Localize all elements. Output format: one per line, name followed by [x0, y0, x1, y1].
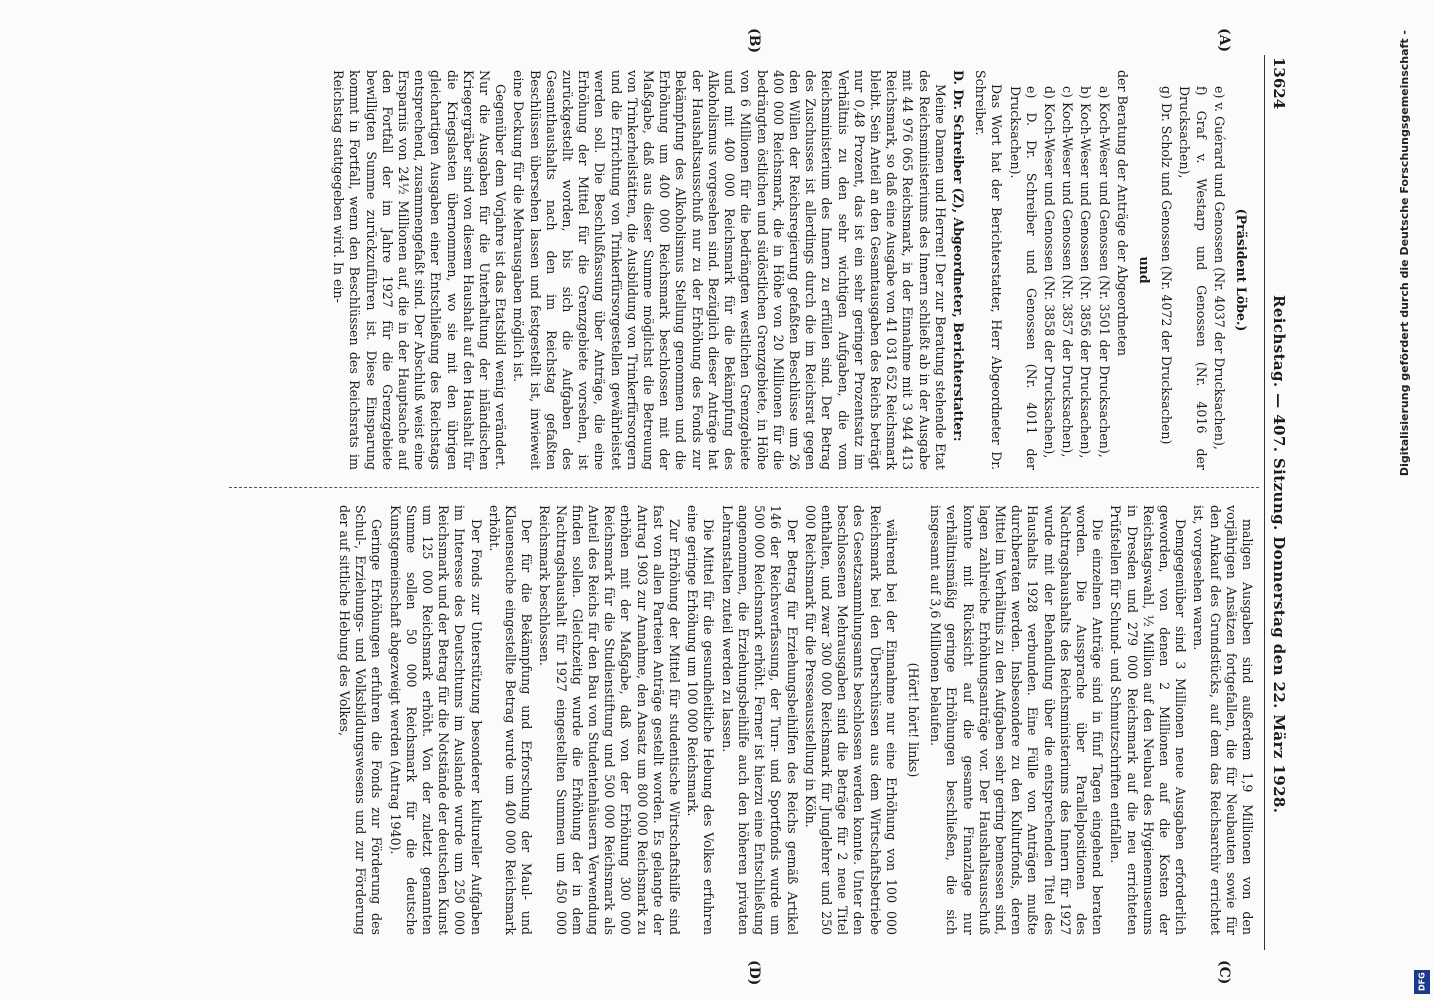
conjunction: und: [1136, 256, 1152, 284]
paragraph: Der Fonds zur Unterstützung besonderer kultureller Aufgaben im Interesse des Deutschtums im Auslande wurde um 250 000 Reichsmark und der Betrag für die Notstände der deutschen Kunst um 125 000 Reichsmark erhöht. Von der zuletzt genannten Summe sollen 50 000 Reichsmark für die deutsche Kunstgemeinschaft abgezweigt werden (Antrag 1940).: [387, 505, 484, 935]
right-column: [175, 505, 1255, 935]
page-header: [1264, 55, 1289, 950]
list-item: e) D. Dr. Schreiber und Genossen (Nr. 4011 der Drucksachen).: [1007, 86, 1039, 470]
margin-mark-c: (C): [1216, 960, 1232, 985]
interjection: (Hört! hört! links): [905, 662, 921, 778]
digitization-credit: Digitalisierung gefördert durch die Deutsche Forschungsgemeinschaft -: [1398, 30, 1411, 477]
list-item: e) v. Guérard und Genossen (Nr. 4037 der Drucksachen),: [1211, 86, 1227, 450]
speaker-name: D. Dr. Schreiber (Z), Abgeordneter, Berichterstatter:: [950, 70, 966, 442]
paragraph: maligen Ausgaben sind außerdem 1,9 Millionen von den vorjährigen Ansätzen fortgefallen, die für Neubauten sowie für den Ankauf des Grundstücks, auf dem das Reichsarchiv errichtet ist, vorgesehen waren.: [1191, 505, 1255, 935]
margin-mark-a: (A): [1216, 28, 1232, 53]
paragraph: während bei der Einnahme nur eine Erhöhung von 100 000 Reichsmark bei den Überschüssen aus dem Wirtschaftsbetriebe des Gesetzsammlungsamts beschlossen werden konnte. Unter den beschlossenen Mehrausgaben sind die Beträge für 2 neue Titel enthalten, und zwar 300 000 Reichsmark für Junglehrer und 250 000 Reichsmark für die Presseausstellung in Köln.: [802, 505, 899, 935]
paragraph: Gegenüber dem Vorjahre ist das Etatsbild wenig verändert. Nur die Ausgaben für die Unterhaltung der inländischen Kriegergräber sind von diesem Haushalt auf den Haushalt für die Kriegslasten übernommen, wo sie mit den übrigen gleichartigen Ausgaben einer Entschließung des Reichstags entsprechend, zusammengefaßt sind. Der Abschluß weist eine Ersparnis von 24½ Millionen auf, die in der Hauptsache auf den Fortfall der im Jahre 1927 für die Grenzgebiete bewilligten Summe zurückzuführen ist. Diese Einsparung kommt in Fortfall, wenn den Beschlüssen des Reichsrats im Reichstag stattgegeben wird. In ein-: [331, 70, 509, 470]
running-title: Reichstag. — 407. Sitzung. Donnerstag den 22. März 1928.: [1270, 295, 1288, 814]
left-column: [175, 70, 1255, 470]
list-item: c) Koch-Weser und Genossen (Nr. 3857 der Drucksachen),: [1060, 86, 1076, 458]
paragraph: Der Betrag für Erziehungsbeihilfen des Reichs gemäß Artikel 146 der Reichsverfassung, der Turn- und Sportfonds wurde um 500 000 Reichsmark erhöht. Ferner ist hierzu eine Entschließung angenommen, die Erziehungsbeihilfe auch den höheren privaten Lehranstalten zuteil werden zu lassen.: [719, 505, 800, 935]
page-number: 13624: [1270, 57, 1288, 110]
floor-given: Das Wort hat der Berichterstatter, Herr Abgeordneter Dr. Schreiber.: [973, 70, 1005, 470]
list-item: b) Koch-Weser und Genossen (Nr. 3856 der Drucksachen),: [1078, 86, 1094, 459]
motion-list-pre: [1158, 70, 1227, 470]
paragraph: Die einzelnen Anträge sind in fünf Tagen eingehend beraten worden. Die Aussprache über Parallelpositionen des Nachtragshaushalts des Reichsministeriums des Innern für 1927 wurde mit der Behandlung über die entsprechenden Titel des Haushalts 1928 verbunden. Eine Fülle von Anträgen mußte durchberaten werden. Insbesondere zu den Kulturfonds, deren Mittel im Verhältnis zu den Aufgaben sehr gering bemessen sind, lagen zahlreiche Erhöhungsanträge vor. Der Haushaltsausschuß konnte mit Rücksicht auf die gesamte Finanzlage nur verhältnismäßig geringe Erhöhungen beschließen, die sich insgesamt auf 3,6 Millionen belaufen.: [928, 505, 1106, 935]
rotated-document: [117, 0, 1317, 1000]
chair-note: (Präsident Löbe.): [1234, 208, 1249, 332]
list-item: g) Dr. Scholz und Genossen (Nr. 4072 der Drucksachen): [1159, 86, 1175, 445]
paragraph: Der für die Bekämpfung und Erforschung der Maul- und Klauenseuche eingestellte Betrag wurde um 400 000 Reichsmark erhöht.: [486, 505, 535, 935]
margin-mark-d: (D): [746, 960, 762, 986]
list-item: f) Graf v. Westarp und Genossen (Nr. 4016 der Drucksachen),: [1177, 86, 1209, 470]
column-divider: [229, 487, 1259, 488]
paragraph: Meine Damen und Herren! Der zur Beratung stehende Etat des Reichsministeriums des Innern schließt ab in der Ausgabe mit 44 976 065 Reichsmark, in der Einnahme mit 3 944 413 Reichsmark, so daß eine Ausgabe von 41 031 652 Reichsmark bleibt. Sein Anteil an den Gesamtausgaben des Reichs beträgt nur 0,48 Prozent, das ist ein sehr geringer Prozentsatz im Verhältnis zu den sehr wichtigen Aufgaben, die vom Reichsministerium des Innern zu erfüllen sind. Der Betrag des Zuschusses ist allerdings durch die im Reichsrat gegen den Willen der Reichsregierung gefaßten Beschlüsse um 26 400 000 Reichsmark, die in Höhe von 20 Millionen für die bedrängten östlichen und südöstlichen Grenzgebiete, in Höhe von 6 Millionen für die bedrängten westlichen Grenzgebiete und mit 400 000 Reichsmark für die Bekämpfung des Alkoholismus vorgesehen sind. Bezüglich dieser Anträge hat der Haushaltsausschuß nur zu der Erhöhung des Fonds zur Bekämpfung des Alkoholismus Stellung genommen und die Erhöhung um 400 000 Reichsmark beschlossen mit der Maßgabe, daß aus dieser Summe möglichst die Betreuung von Trinkerheilstätten, die Ausbildung von Trinkerfürsorgern und die Errichtung von Trinkerfürsorgestellen gewährleistet werden soll. Die Beschlußfassung über Anträge, die eine Erhöhung der Mittel für die Grenzgebiete vorsehen, ist zurückgestellt worden, bis sich die Aufgaben des Gesamthaushalts nach den im Reichstag gefaßten Beschlüssen übersehen lassen und festgestellt ist, inwieweit eine Deckung für die Mehrausgaben möglich ist.: [511, 70, 948, 470]
dfg-logo: DFG: [1414, 970, 1430, 994]
paragraph: Geringe Erhöhungen erfuhren die Fonds zur Förderung des Schul-, Erziehungs- und Volksbildungswesens und zur Förderung der auf sittliche Hebung des Volkes,: [337, 505, 385, 935]
list-item: a) Koch-Weser und Genossen (Nr. 3501 der Drucksachen),: [1096, 86, 1112, 458]
list-item: d) Koch-Weser und Genossen (Nr. 3858 der Drucksachen),: [1041, 86, 1057, 459]
paragraph: Zur Erhöhung der Mittel für studentische Wirtschaftshilfe sind fast von allen Parteien Anträge gestellt worden. Es gelangte der Antrag 1903 zur Annahme, den Ansatz um 800 000 Reichsmark zu erhöhen mit der Maßgabe, daß von der Erhöhung 300 000 Reichsmark für die Studienstiftung und 500 000 Reichsmark als Anteil des Reichs für den Bau von Studentenhäusern Verwendung finden sollen. Gleichzeitig wurde die Erhöhung der in dem Nachtragshaushalt für 1927 eingestellten Summen um 450 000 Reichsmark beschlossen.: [537, 505, 683, 935]
motion-intro: der Beratung der Anträge der Abgeordneten: [1114, 70, 1130, 357]
paragraph: Die Mittel für die gesundheitliche Hebung des Volkes erfuhren eine geringe Erhöhung um 100 000 Reichsmark.: [685, 505, 717, 935]
paragraph: Demgegenüber sind 3 Millionen neue Ausgaben erforderlich geworden, von denen 2 Millionen auf die Kosten der Reichstagswahl, ½ Million auf den Neubau des Hygienemuseums in Dresden und 279 000 Reichsmark auf die neu errichteten Prüfstellen für Schund- und Schmutzschriften entfallen.: [1108, 505, 1189, 935]
margin-mark-b: (B): [746, 28, 762, 54]
motion-list: [1006, 70, 1111, 470]
